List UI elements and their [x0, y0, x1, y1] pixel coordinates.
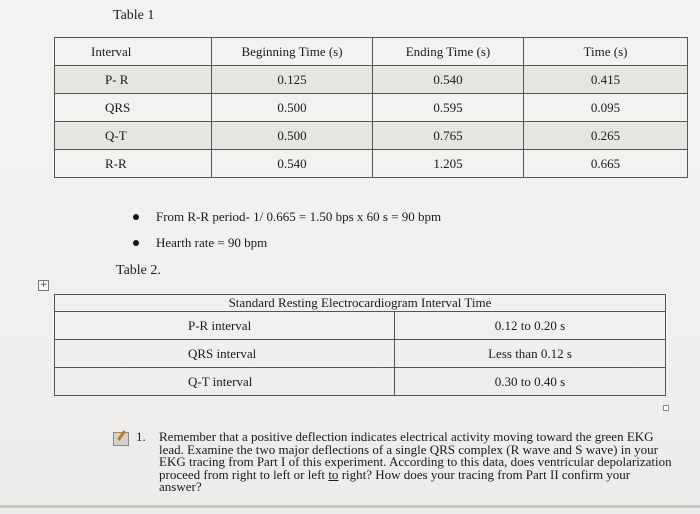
table-row: [55, 122, 688, 150]
bullet-text: Hearth rate = 90 bpm: [156, 235, 268, 250]
table-cell: 0.30 to 0.40 s: [395, 368, 666, 396]
table-row: [55, 94, 688, 122]
table-cell: 0.665: [524, 150, 688, 178]
table2-caption: Standard Resting Electrocardiogram Interval Time: [55, 295, 666, 312]
question-text-part1: Remember that a positive deflection indicates electrical activity moving toward the green EKG lead. Examine the two major deflections of a single QRS complex (R wave and S wave) in your EKG tracing from Part I of this experiment. According to this data, does ventricular depolarization proceed from right to left or left: [159, 429, 672, 482]
table-cell: 0.500: [212, 94, 373, 122]
edit-pencil-icon[interactable]: [113, 432, 129, 446]
table-row: [55, 340, 666, 368]
table1-header-row: [55, 38, 688, 66]
table-cell: 0.265: [524, 122, 688, 150]
table-cell: P- R: [55, 66, 212, 94]
table-cell: QRS: [55, 94, 212, 122]
table-cell: QRS interval: [55, 340, 395, 368]
table-cell: 0.540: [373, 66, 524, 94]
table-cell: P-R interval: [55, 312, 395, 340]
question-text: [159, 431, 673, 494]
table-row: [55, 312, 666, 340]
table-cell: Q-T interval: [55, 368, 395, 396]
bullet-text: From R-R period- 1/ 0.665 = 1.50 bps x 60 s = 90 bpm: [156, 209, 442, 224]
table-cell: 0.765: [373, 122, 524, 150]
table-row: [55, 66, 688, 94]
table-row: [55, 368, 666, 396]
bullet-list: [128, 207, 441, 259]
question-underlined-word: to: [328, 466, 339, 482]
move-handle-icon[interactable]: +: [39, 280, 48, 290]
table-cell: R-R: [55, 150, 212, 178]
table2: [54, 294, 666, 396]
table-cell: 0.500: [212, 122, 373, 150]
table1-title: Table 1: [113, 8, 155, 23]
table-cell: 0.125: [212, 66, 373, 94]
page-divider: [0, 505, 700, 508]
list-item: [128, 207, 441, 233]
table1-header-time: Time (s): [524, 38, 688, 66]
table1-header-ending: Ending Time (s): [373, 38, 524, 66]
question-1: [113, 431, 673, 494]
table-cell: 0.12 to 0.20 s: [395, 312, 666, 340]
table-cell: 0.415: [524, 66, 688, 94]
table-cell: 0.595: [373, 94, 524, 122]
list-item: [128, 233, 441, 259]
bullet-icon: [133, 240, 139, 246]
table-cell: Less than 0.12 s: [395, 340, 666, 368]
bullet-icon: [133, 214, 139, 220]
question-text-part2: right? How does your tracing from Part II confirm your answer?: [159, 466, 631, 494]
question-number: 1.: [136, 429, 146, 444]
table-cell: 0.540: [212, 150, 373, 178]
table-cell: Q-T: [55, 122, 212, 150]
table1-header-beginning: Beginning Time (s): [212, 38, 373, 66]
table-row: [55, 150, 688, 178]
table1-header-interval: Interval: [55, 38, 212, 66]
table-cell: 1.205: [373, 150, 524, 178]
table2-caption-row: [55, 295, 666, 312]
table1: [54, 37, 688, 178]
table2-title: Table 2.: [116, 263, 161, 278]
resize-handle-icon[interactable]: [663, 405, 669, 411]
table-cell: 0.095: [524, 94, 688, 122]
